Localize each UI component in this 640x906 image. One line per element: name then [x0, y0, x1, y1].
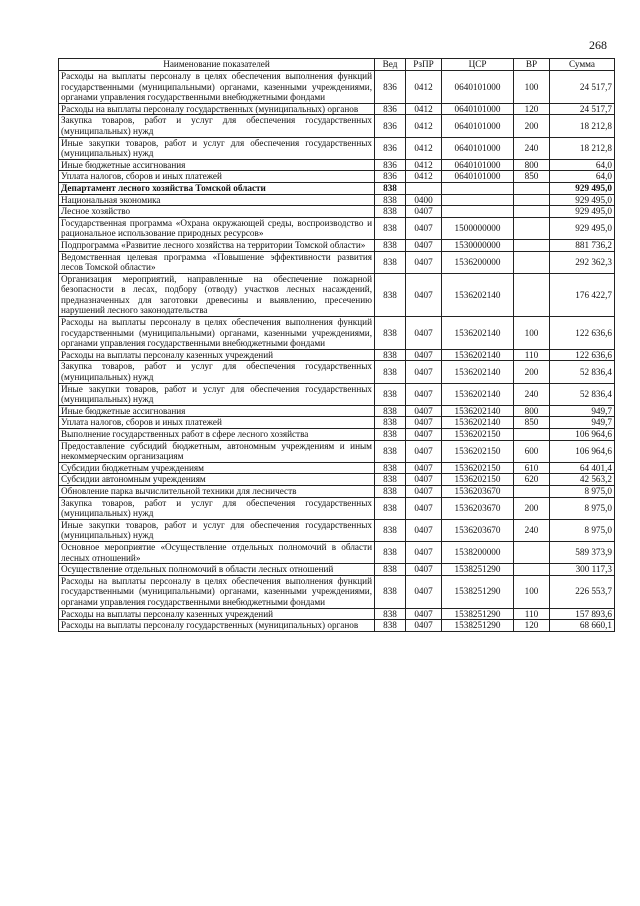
row-csr-cell: 0640101000: [442, 137, 514, 159]
row-rzpr-cell: 0400: [406, 194, 442, 206]
row-vr-cell: 800: [514, 405, 550, 417]
row-vr-cell: 110: [514, 608, 550, 620]
row-csr-cell: 1538251290: [442, 564, 514, 576]
page-number: 268: [589, 38, 607, 52]
row-vr-cell: [514, 182, 550, 194]
table-row: [59, 564, 615, 576]
table-row: [59, 474, 615, 486]
row-csr-cell: 1530000000: [442, 239, 514, 251]
row-ved-cell: 838: [375, 273, 406, 316]
row-ved-cell: 838: [375, 194, 406, 206]
row-csr-cell: 1536202140: [442, 417, 514, 429]
row-sum-cell: 68 660,1: [550, 620, 615, 632]
row-csr-cell: 1538251290: [442, 575, 514, 608]
table-row: [59, 383, 615, 405]
row-name-cell: Расходы на выплаты персоналу казенных учреждений: [59, 349, 375, 361]
row-name-cell: Субсидии бюджетным учреждениям: [59, 462, 375, 474]
row-sum-cell: 300 117,3: [550, 564, 615, 576]
row-rzpr-cell: 0407: [406, 239, 442, 251]
row-vr-cell: 600: [514, 440, 550, 462]
table-row: [59, 206, 615, 218]
row-ved-cell: 836: [375, 159, 406, 171]
row-ved-cell: 838: [375, 620, 406, 632]
row-name-cell: Уплата налогов, сборов и иных платежей: [59, 417, 375, 429]
table-row: [59, 71, 615, 104]
row-sum-cell: 8 975,0: [550, 519, 615, 541]
row-name-cell: Подпрограмма «Развитие лесного хозяйства на территории Томской области»: [59, 239, 375, 251]
row-rzpr-cell: 0407: [406, 485, 442, 497]
row-rzpr-cell: 0407: [406, 575, 442, 608]
row-rzpr-cell: 0407: [406, 462, 442, 474]
table-row: [59, 620, 615, 632]
row-vr-cell: 200: [514, 497, 550, 519]
row-vr-cell: 240: [514, 137, 550, 159]
row-vr-cell: 610: [514, 462, 550, 474]
table-row: [59, 159, 615, 171]
row-rzpr-cell: 0407: [406, 519, 442, 541]
table-row: [59, 217, 615, 239]
table-row: [59, 519, 615, 541]
row-vr-cell: 100: [514, 317, 550, 350]
row-sum-cell: 18 212,8: [550, 137, 615, 159]
row-name-cell: Закупка товаров, работ и услуг для обеспечения государственных (муниципальных) нужд: [59, 115, 375, 137]
row-csr-cell: 1500000000: [442, 217, 514, 239]
row-rzpr-cell: 0407: [406, 440, 442, 462]
row-vr-cell: 850: [514, 417, 550, 429]
row-rzpr-cell: 0407: [406, 620, 442, 632]
row-name-cell: Иные закупки товаров, работ и услуг для обеспечения государственных (муниципальных) нужд: [59, 519, 375, 541]
row-rzpr-cell: 0407: [406, 206, 442, 218]
row-name-cell: Иные бюджетные ассигнования: [59, 405, 375, 417]
row-sum-cell: 24 517,7: [550, 71, 615, 104]
table-body: [59, 71, 615, 632]
row-rzpr-cell: 0412: [406, 115, 442, 137]
row-ved-cell: 836: [375, 137, 406, 159]
row-ved-cell: 838: [375, 349, 406, 361]
header-rzpr: РзПР: [406, 59, 442, 71]
row-rzpr-cell: 0407: [406, 417, 442, 429]
row-sum-cell: 929 495,0: [550, 182, 615, 194]
row-rzpr-cell: 0407: [406, 405, 442, 417]
row-name-cell: Расходы на выплаты персоналу государственных (муниципальных) органов: [59, 620, 375, 632]
row-name-cell: Расходы на выплаты персоналу в целях обеспечения выполнения функций государственными (муниципальными) органами, казенными учреждениями, органами управления государственными внебюджетными фондами: [59, 317, 375, 350]
row-csr-cell: 1536202150: [442, 429, 514, 441]
row-sum-cell: 52 836,4: [550, 361, 615, 383]
table-row: [59, 194, 615, 206]
table-row: [59, 485, 615, 497]
row-sum-cell: 157 893,6: [550, 608, 615, 620]
table-row: [59, 239, 615, 251]
row-rzpr-cell: 0412: [406, 171, 442, 183]
table-row: [59, 608, 615, 620]
row-ved-cell: 838: [375, 217, 406, 239]
row-name-cell: Иные закупки товаров, работ и услуг для обеспечения государственных (муниципальных) нужд: [59, 383, 375, 405]
row-sum-cell: 52 836,4: [550, 383, 615, 405]
row-csr-cell: 1536202140: [442, 405, 514, 417]
row-ved-cell: 838: [375, 608, 406, 620]
row-sum-cell: 292 362,3: [550, 251, 615, 273]
row-name-cell: Расходы на выплаты персоналу государственных (муниципальных) органов: [59, 103, 375, 115]
row-ved-cell: 838: [375, 497, 406, 519]
row-rzpr-cell: 0412: [406, 137, 442, 159]
row-name-cell: Ведомственная целевая программа «Повышение эффективности развития лесов Томской области»: [59, 251, 375, 273]
row-name-cell: Национальная экономика: [59, 194, 375, 206]
row-rzpr-cell: 0407: [406, 608, 442, 620]
row-name-cell: Лесное хозяйство: [59, 206, 375, 218]
row-ved-cell: 838: [375, 405, 406, 417]
row-rzpr-cell: 0412: [406, 103, 442, 115]
row-sum-cell: 949,7: [550, 417, 615, 429]
row-sum-cell: 929 495,0: [550, 194, 615, 206]
row-name-cell: Закупка товаров, работ и услуг для обеспечения государственных (муниципальных) нужд: [59, 497, 375, 519]
row-vr-cell: 110: [514, 349, 550, 361]
budget-table: [58, 58, 615, 632]
row-vr-cell: [514, 485, 550, 497]
row-ved-cell: 838: [375, 440, 406, 462]
row-csr-cell: 1536202150: [442, 474, 514, 486]
row-name-cell: Организация мероприятий, направленные на обеспечение пожарной безопасности в лесах, подбору (отводу) участков лесных насаждений, предназначенных для заготовки древесины и выявлению, пресечению нарушений лесного законодательства: [59, 273, 375, 316]
row-csr-cell: 0640101000: [442, 171, 514, 183]
row-sum-cell: 106 964,6: [550, 440, 615, 462]
row-rzpr-cell: 0407: [406, 383, 442, 405]
row-ved-cell: 838: [375, 251, 406, 273]
header-ved: Вед: [375, 59, 406, 71]
row-csr-cell: 1536202140: [442, 361, 514, 383]
row-name-cell: Основное мероприятие «Осуществление отдельных полномочий в области лесных отношений»: [59, 541, 375, 563]
row-csr-cell: 1536203670: [442, 519, 514, 541]
table-row: [59, 405, 615, 417]
row-csr-cell: 1536203670: [442, 497, 514, 519]
row-name-cell: Иные бюджетные ассигнования: [59, 159, 375, 171]
row-csr-cell: 1538200000: [442, 541, 514, 563]
row-rzpr-cell: [406, 182, 442, 194]
row-vr-cell: [514, 429, 550, 441]
row-sum-cell: 64 401,4: [550, 462, 615, 474]
row-csr-cell: 1536202150: [442, 462, 514, 474]
row-csr-cell: 0640101000: [442, 103, 514, 115]
row-vr-cell: [514, 564, 550, 576]
row-csr-cell: 0640101000: [442, 71, 514, 104]
row-name-cell: Иные закупки товаров, работ и услуг для обеспечения государственных (муниципальных) нужд: [59, 137, 375, 159]
row-rzpr-cell: 0407: [406, 349, 442, 361]
row-csr-cell: 1538251290: [442, 620, 514, 632]
row-ved-cell: 838: [375, 317, 406, 350]
table-row: [59, 171, 615, 183]
row-vr-cell: 240: [514, 519, 550, 541]
row-ved-cell: 838: [375, 519, 406, 541]
row-vr-cell: 120: [514, 620, 550, 632]
row-sum-cell: 8 975,0: [550, 485, 615, 497]
table-row: [59, 417, 615, 429]
row-sum-cell: 64,0: [550, 171, 615, 183]
row-name-cell: Предоставление субсидий бюджетным, автономным учреждениям и иным некоммерческим организациям: [59, 440, 375, 462]
row-sum-cell: 64,0: [550, 159, 615, 171]
row-rzpr-cell: 0407: [406, 361, 442, 383]
row-sum-cell: 24 517,7: [550, 103, 615, 115]
table-row: [59, 251, 615, 273]
table-row: [59, 349, 615, 361]
row-sum-cell: 42 563,2: [550, 474, 615, 486]
row-sum-cell: 122 636,6: [550, 349, 615, 361]
row-csr-cell: [442, 182, 514, 194]
row-rzpr-cell: 0407: [406, 474, 442, 486]
row-vr-cell: 800: [514, 159, 550, 171]
row-rzpr-cell: 0412: [406, 71, 442, 104]
row-rzpr-cell: 0407: [406, 541, 442, 563]
row-name-cell: Обновление парка вычислительной техники для лесничеств: [59, 485, 375, 497]
row-ved-cell: 838: [375, 239, 406, 251]
row-name-cell: Государственная программа «Охрана окружающей среды, воспроизводство и рациональное использование природных ресурсов»: [59, 217, 375, 239]
row-name-cell: Департамент лесного хозяйства Томской области: [59, 182, 375, 194]
header-csr: ЦСР: [442, 59, 514, 71]
row-vr-cell: [514, 194, 550, 206]
row-ved-cell: 838: [375, 361, 406, 383]
table-row: [59, 575, 615, 608]
row-sum-cell: 949,7: [550, 405, 615, 417]
row-name-cell: Расходы на выплаты персоналу в целях обеспечения выполнения функций государственными (муниципальными) органами, казенными учреждениями, органами управления государственными внебюджетными фондами: [59, 71, 375, 104]
row-ved-cell: 838: [375, 462, 406, 474]
row-vr-cell: [514, 206, 550, 218]
row-ved-cell: 838: [375, 575, 406, 608]
row-sum-cell: 929 495,0: [550, 217, 615, 239]
row-sum-cell: 589 373,9: [550, 541, 615, 563]
row-csr-cell: 1536202150: [442, 440, 514, 462]
row-csr-cell: 1536203670: [442, 485, 514, 497]
row-ved-cell: 838: [375, 564, 406, 576]
table-row: [59, 541, 615, 563]
header-vr: ВР: [514, 59, 550, 71]
row-rzpr-cell: 0407: [406, 251, 442, 273]
table-row: [59, 361, 615, 383]
row-ved-cell: 838: [375, 206, 406, 218]
row-rzpr-cell: 0412: [406, 159, 442, 171]
header-name: Наименование показателей: [59, 59, 375, 71]
row-csr-cell: 1536202140: [442, 273, 514, 316]
row-rzpr-cell: 0407: [406, 564, 442, 576]
table-row: [59, 137, 615, 159]
row-vr-cell: [514, 541, 550, 563]
row-csr-cell: 1536202140: [442, 317, 514, 350]
row-vr-cell: 850: [514, 171, 550, 183]
table-row: [59, 182, 615, 194]
row-ved-cell: 838: [375, 485, 406, 497]
row-csr-cell: 1536200000: [442, 251, 514, 273]
row-ved-cell: 838: [375, 182, 406, 194]
row-ved-cell: 838: [375, 429, 406, 441]
row-sum-cell: 106 964,6: [550, 429, 615, 441]
row-name-cell: Уплата налогов, сборов и иных платежей: [59, 171, 375, 183]
table-row: [59, 497, 615, 519]
table-row: [59, 317, 615, 350]
row-rzpr-cell: 0407: [406, 429, 442, 441]
row-rzpr-cell: 0407: [406, 317, 442, 350]
table-row: [59, 273, 615, 316]
row-ved-cell: 836: [375, 115, 406, 137]
row-vr-cell: 100: [514, 575, 550, 608]
row-csr-cell: [442, 206, 514, 218]
row-ved-cell: 838: [375, 474, 406, 486]
row-sum-cell: 18 212,8: [550, 115, 615, 137]
table-row: [59, 115, 615, 137]
row-sum-cell: 122 636,6: [550, 317, 615, 350]
table-row: [59, 103, 615, 115]
row-ved-cell: 836: [375, 103, 406, 115]
row-rzpr-cell: 0407: [406, 273, 442, 316]
row-csr-cell: [442, 194, 514, 206]
row-vr-cell: 200: [514, 361, 550, 383]
table-header-row: [59, 59, 615, 71]
row-ved-cell: 838: [375, 541, 406, 563]
row-csr-cell: 1536202140: [442, 349, 514, 361]
row-vr-cell: 620: [514, 474, 550, 486]
row-name-cell: Выполнение государственных работ в сфере лесного хозяйства: [59, 429, 375, 441]
table-row: [59, 429, 615, 441]
row-sum-cell: 881 736,2: [550, 239, 615, 251]
row-vr-cell: 120: [514, 103, 550, 115]
row-rzpr-cell: 0407: [406, 217, 442, 239]
row-sum-cell: 929 495,0: [550, 206, 615, 218]
table-row: [59, 440, 615, 462]
row-name-cell: Осуществление отдельных полномочий в области лесных отношений: [59, 564, 375, 576]
row-vr-cell: 200: [514, 115, 550, 137]
row-ved-cell: 838: [375, 383, 406, 405]
row-csr-cell: 0640101000: [442, 115, 514, 137]
row-vr-cell: 100: [514, 71, 550, 104]
row-ved-cell: 836: [375, 71, 406, 104]
row-name-cell: Закупка товаров, работ и услуг для обеспечения государственных (муниципальных) нужд: [59, 361, 375, 383]
row-vr-cell: [514, 273, 550, 316]
row-sum-cell: 8 975,0: [550, 497, 615, 519]
row-vr-cell: [514, 217, 550, 239]
row-name-cell: Расходы на выплаты персоналу в целях обеспечения выполнения функций государственными (муниципальными) органами, казенными учреждениями, органами управления государственными внебюджетными фондами: [59, 575, 375, 608]
row-csr-cell: 1536202140: [442, 383, 514, 405]
table-row: [59, 462, 615, 474]
row-vr-cell: [514, 251, 550, 273]
header-sum: Сумма: [550, 59, 615, 71]
row-name-cell: Субсидии автономным учреждениям: [59, 474, 375, 486]
row-sum-cell: 176 422,7: [550, 273, 615, 316]
row-ved-cell: 836: [375, 171, 406, 183]
row-csr-cell: 0640101000: [442, 159, 514, 171]
row-rzpr-cell: 0407: [406, 497, 442, 519]
row-name-cell: Расходы на выплаты персоналу казенных учреждений: [59, 608, 375, 620]
row-vr-cell: 240: [514, 383, 550, 405]
row-sum-cell: 226 553,7: [550, 575, 615, 608]
row-csr-cell: 1538251290: [442, 608, 514, 620]
row-ved-cell: 838: [375, 417, 406, 429]
row-vr-cell: [514, 239, 550, 251]
